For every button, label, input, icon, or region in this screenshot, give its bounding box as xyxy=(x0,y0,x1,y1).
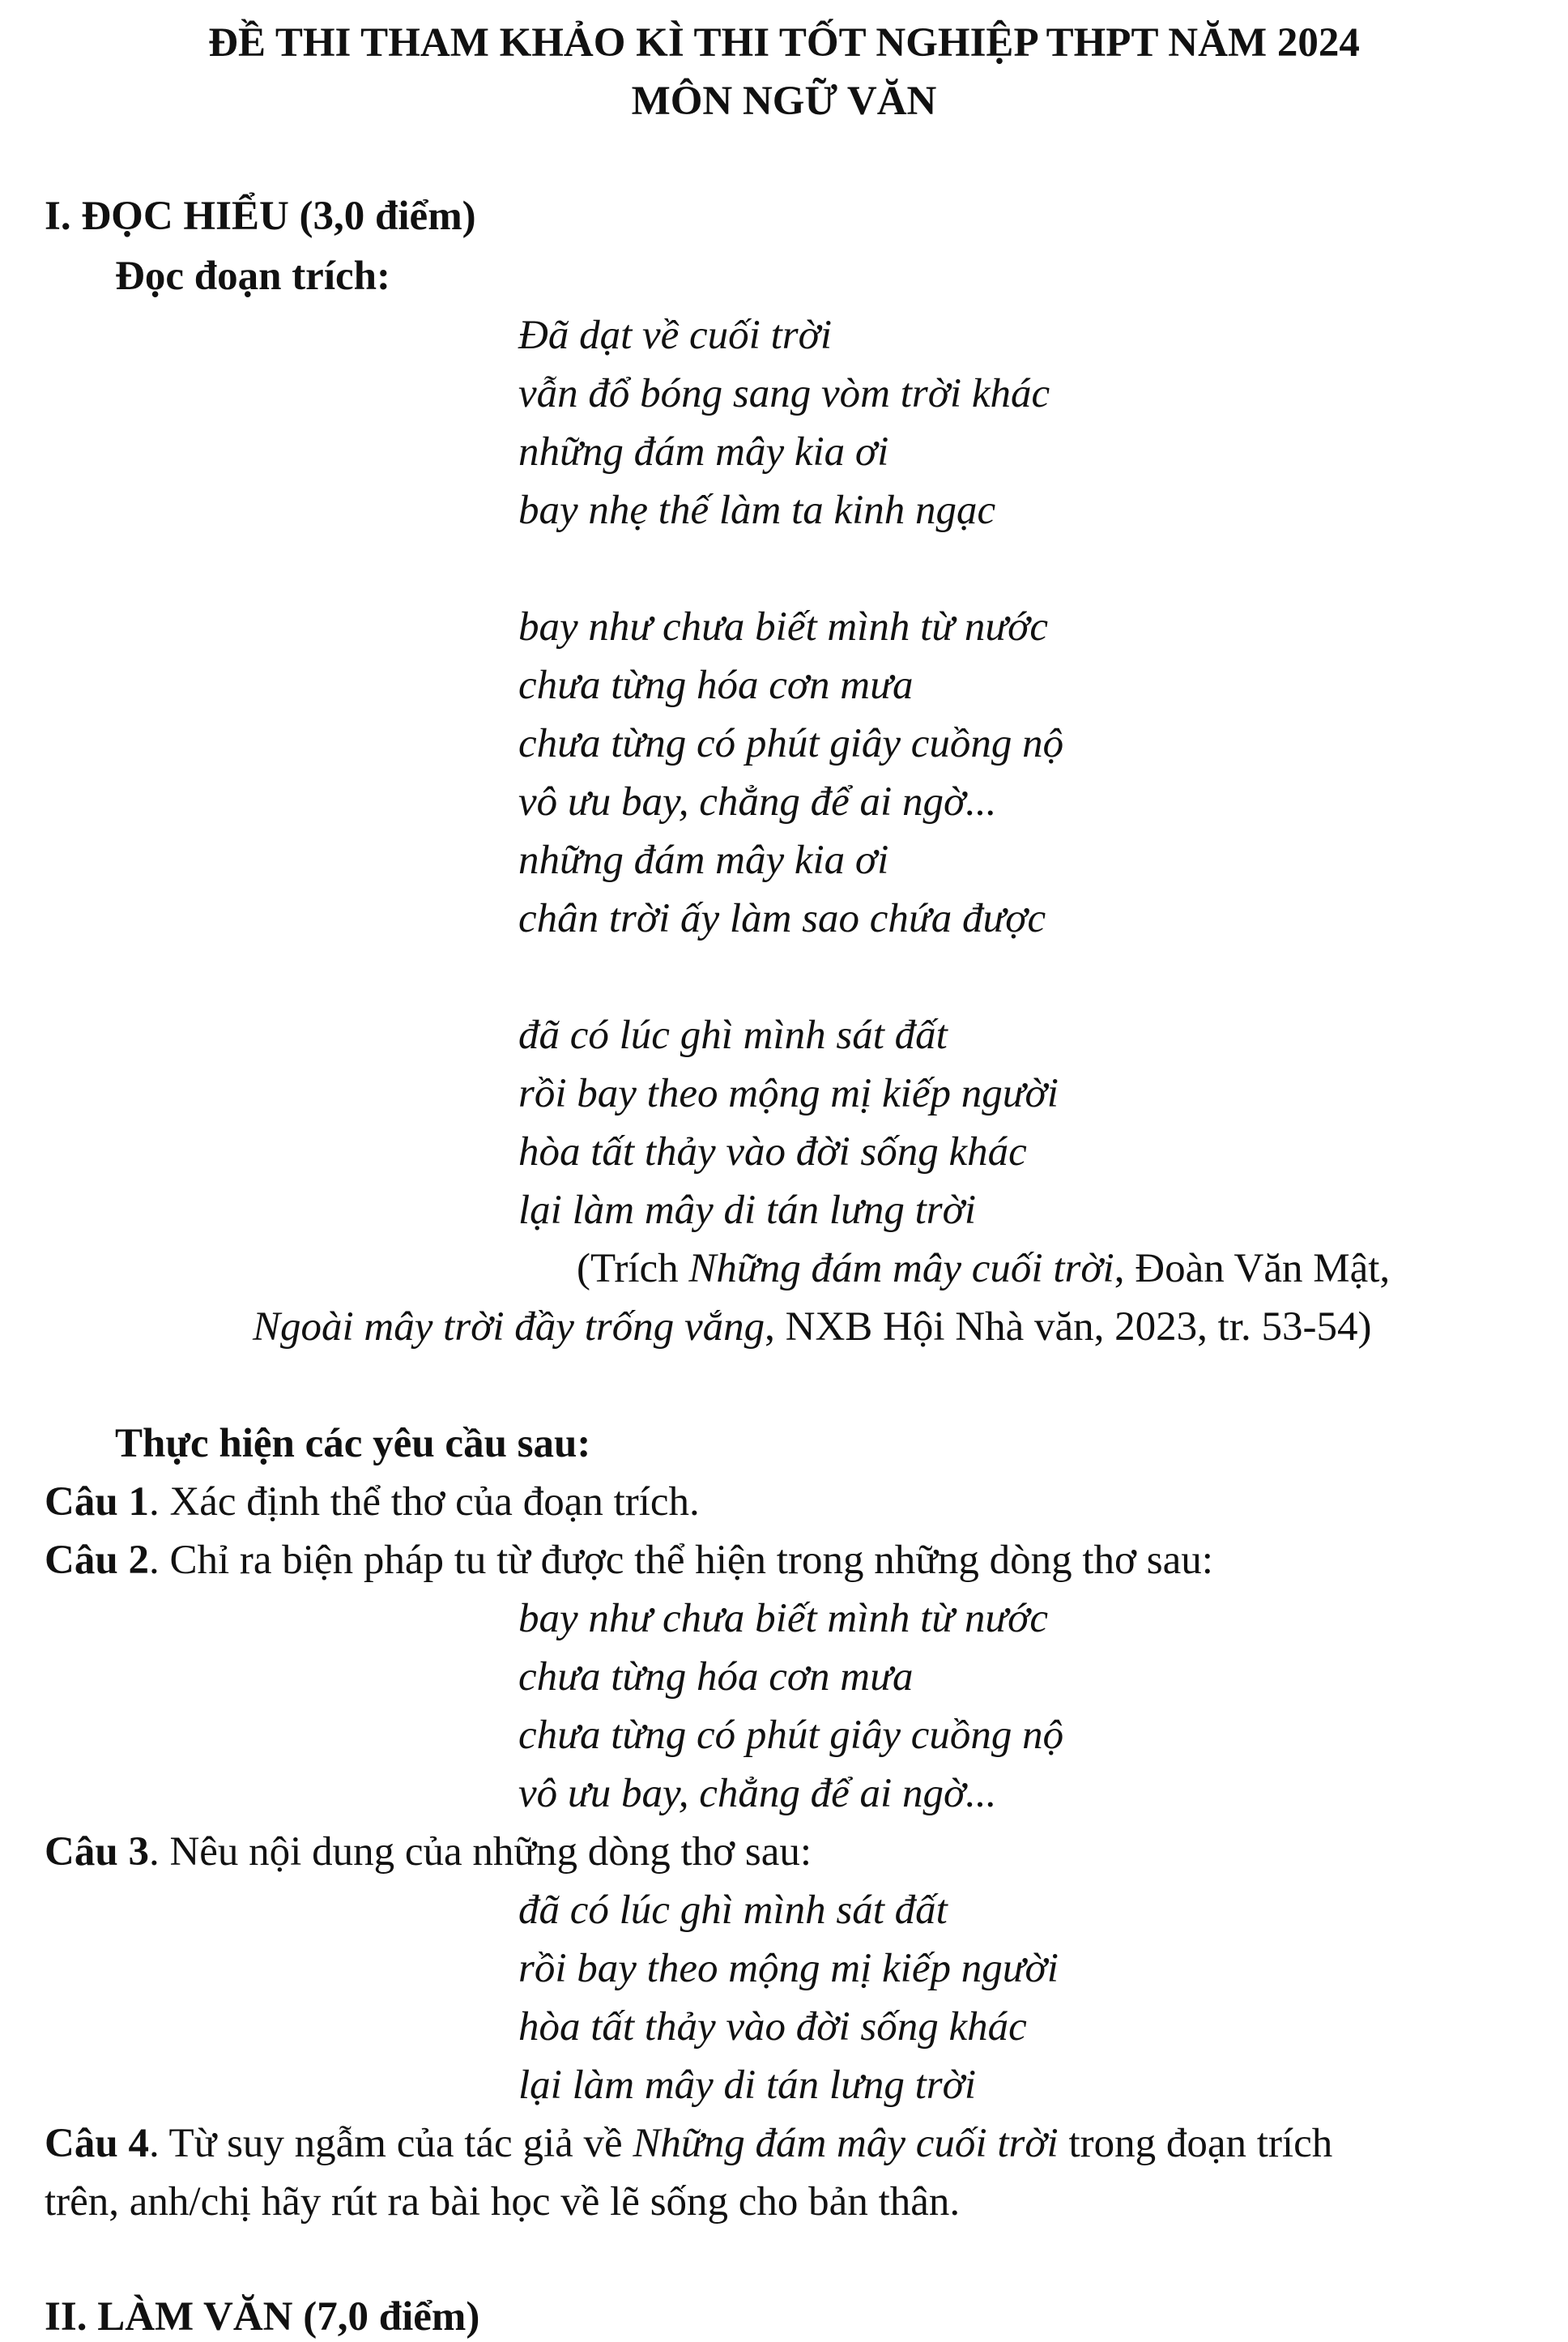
q4-title: Những đám mây cuối trời xyxy=(633,2121,1059,2166)
source-line-2: Ngoài mây trời đầy trống vắng, NXB Hội Nhà văn, 2023, tr. 53-54) xyxy=(253,1304,1372,1350)
poem-line: những đám mây kia ơi xyxy=(518,838,889,883)
exam-title: ĐỀ THI THAM KHẢO KÌ THI TỐT NGHIỆP THPT NĂM 2024 xyxy=(208,20,1360,66)
q3-poem-line: rồi bay theo mộng mị kiếp người xyxy=(518,1946,1059,1991)
exam-subject: MÔN NGỮ VĂN xyxy=(631,79,937,124)
poem-line: bay như chưa biết mình từ nước xyxy=(518,604,1049,650)
question-4-line-2: trên, anh/chị hãy rút ra bài học về lẽ sống cho bản thân. xyxy=(45,2179,961,2225)
poem-line: rồi bay theo mộng mị kiếp người xyxy=(518,1071,1059,1116)
poem-line: chưa từng có phút giây cuồng nộ xyxy=(518,721,1064,766)
poem-line: hòa tất thảy vào đời sống khác xyxy=(518,1129,1027,1175)
poem-line: vô ưu bay, chẳng để ai ngờ... xyxy=(518,779,997,825)
source-title: Những đám mây cuối trời xyxy=(688,1246,1114,1291)
poem-line: Đã dạt về cuối trời xyxy=(518,313,832,358)
question-1: Câu 1. Xác định thể thơ của đoạn trích. xyxy=(45,1479,700,1525)
poem-line: lại làm mây di tán lưng trời xyxy=(518,1188,977,1233)
q3-poem-line: lại làm mây di tán lưng trời xyxy=(518,2063,977,2108)
q3-poem-line: hòa tất thảy vào đời sống khác xyxy=(518,2004,1027,2050)
source-book: Ngoài mây trời đầy trống vắng xyxy=(253,1304,765,1350)
read-label: Đọc đoạn trích: xyxy=(115,254,390,299)
source-line-1: (Trích Những đám mây cuối trời, Đoàn Văn Mật, xyxy=(577,1246,1391,1291)
poem-line: những đám mây kia ơi xyxy=(518,429,889,475)
tasks-label: Thực hiện các yêu cầu sau: xyxy=(115,1421,591,1466)
question-4: Câu 4. Từ suy ngẫm của tác giả về Những đám mây cuối trời trong đoạn trích xyxy=(45,2121,1333,2166)
poem-line: chưa từng hóa cơn mưa xyxy=(518,663,914,708)
q2-poem-line: chưa từng có phút giây cuồng nộ xyxy=(518,1713,1064,1758)
q3-poem-line: đã có lúc ghì mình sát đất xyxy=(518,1888,948,1933)
q2-poem-line: vô ưu bay, chẳng để ai ngờ... xyxy=(518,1771,997,1816)
part2-heading: II. LÀM VĂN (7,0 điểm) xyxy=(45,2294,480,2340)
poem-line: vẫn đổ bóng sang vòm trời khác xyxy=(518,371,1050,416)
q2-poem-line: bay như chưa biết mình từ nước xyxy=(518,1596,1049,1641)
poem-line: đã có lúc ghì mình sát đất xyxy=(518,1013,948,1058)
poem-line: bay nhẹ thế làm ta kinh ngạc xyxy=(518,488,996,533)
poem-line: chân trời ấy làm sao chứa được xyxy=(518,896,1046,941)
q2-poem-line: chưa từng hóa cơn mưa xyxy=(518,1654,914,1700)
question-3: Câu 3. Nêu nội dung của những dòng thơ sau: xyxy=(45,1829,812,1875)
question-2: Câu 2. Chỉ ra biện pháp tu từ được thể hiện trong những dòng thơ sau: xyxy=(45,1538,1213,1583)
part1-heading: I. ĐỌC HIỂU (3,0 điểm) xyxy=(45,194,476,239)
